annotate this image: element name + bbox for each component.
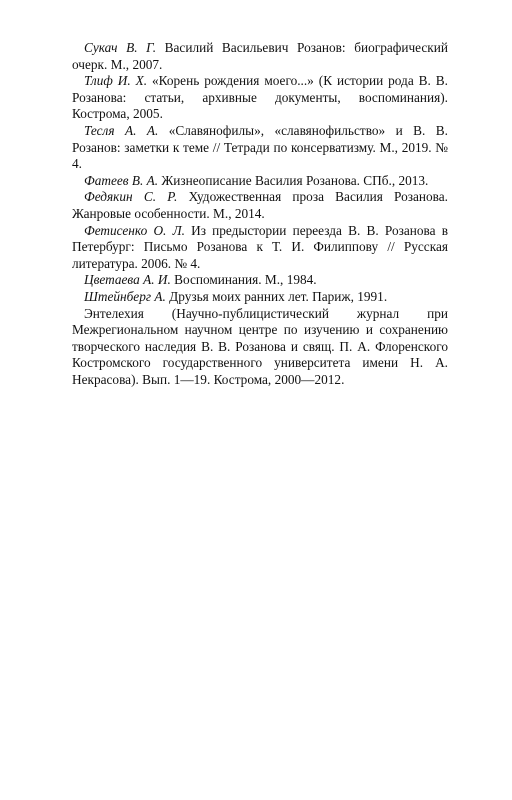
entry-text: Из предыстории переезда В. В. Розанова в Петербург: Письмо Розанова к Т. И. Филиппову // Русская литература. 2006. № 4. bbox=[72, 222, 448, 271]
entry-author: Федякин С. Р. bbox=[84, 189, 178, 205]
entry-author: Цветаева А. И. bbox=[84, 272, 171, 288]
entry-text: Василий Васильевич Розанов: биографический очерк. М., 2007. bbox=[72, 40, 448, 72]
entry-text: Художественная проза Василия Розанова. Жанровые особенности. М., 2014. bbox=[72, 189, 448, 221]
entry-author: Фетисенко О. Л. bbox=[84, 222, 185, 238]
bibliography-entry bbox=[72, 289, 448, 306]
entry-author: Сукач В. Г. bbox=[84, 40, 157, 55]
entry-text: Жизнеописание Василия Розанова. СПб., 2013. bbox=[158, 172, 429, 188]
entry-text: «Корень рождения моего...» (К истории рода В. В. Розанова: статьи, архивные документы, воспоминания). Кострома, 2005. bbox=[72, 73, 449, 122]
bibliography-page bbox=[72, 40, 448, 388]
bibliography-entry bbox=[72, 123, 448, 173]
bibliography-entry bbox=[72, 189, 448, 222]
entry-text: Энтелехия (Научно-публицистический журнал при Межрегиональном научном центре по изучению и сохранению творческого наследия В. В. Розанова и свящ. П. А. Флоренского Костромского государственного университета имени Н. А. Некрасова). Вып. 1—19. Кострома, 2000—2012. bbox=[72, 305, 448, 387]
entry-author: Тесля А. А. bbox=[84, 122, 159, 138]
bibliography-entry bbox=[72, 73, 448, 123]
bibliography-entry bbox=[72, 306, 448, 389]
bibliography-entry bbox=[72, 173, 448, 190]
bibliography-entry bbox=[72, 40, 448, 73]
entry-text: Воспоминания. М., 1984. bbox=[170, 272, 317, 288]
entry-text: Друзья моих ранних лет. Париж, 1991. bbox=[165, 288, 388, 304]
bibliography-entry bbox=[72, 223, 448, 273]
bibliography-entry bbox=[72, 272, 448, 289]
entry-author: Тлиф И. Х. bbox=[84, 73, 148, 89]
entry-author: Фатеев В. А. bbox=[84, 172, 159, 188]
entry-author: Штейнберг А. bbox=[84, 288, 166, 304]
entry-text: «Славянофилы», «славянофильство» и В. В. Розанов: заметки к теме // Тетради по консерватизму. М., 2019. № 4. bbox=[72, 122, 448, 172]
